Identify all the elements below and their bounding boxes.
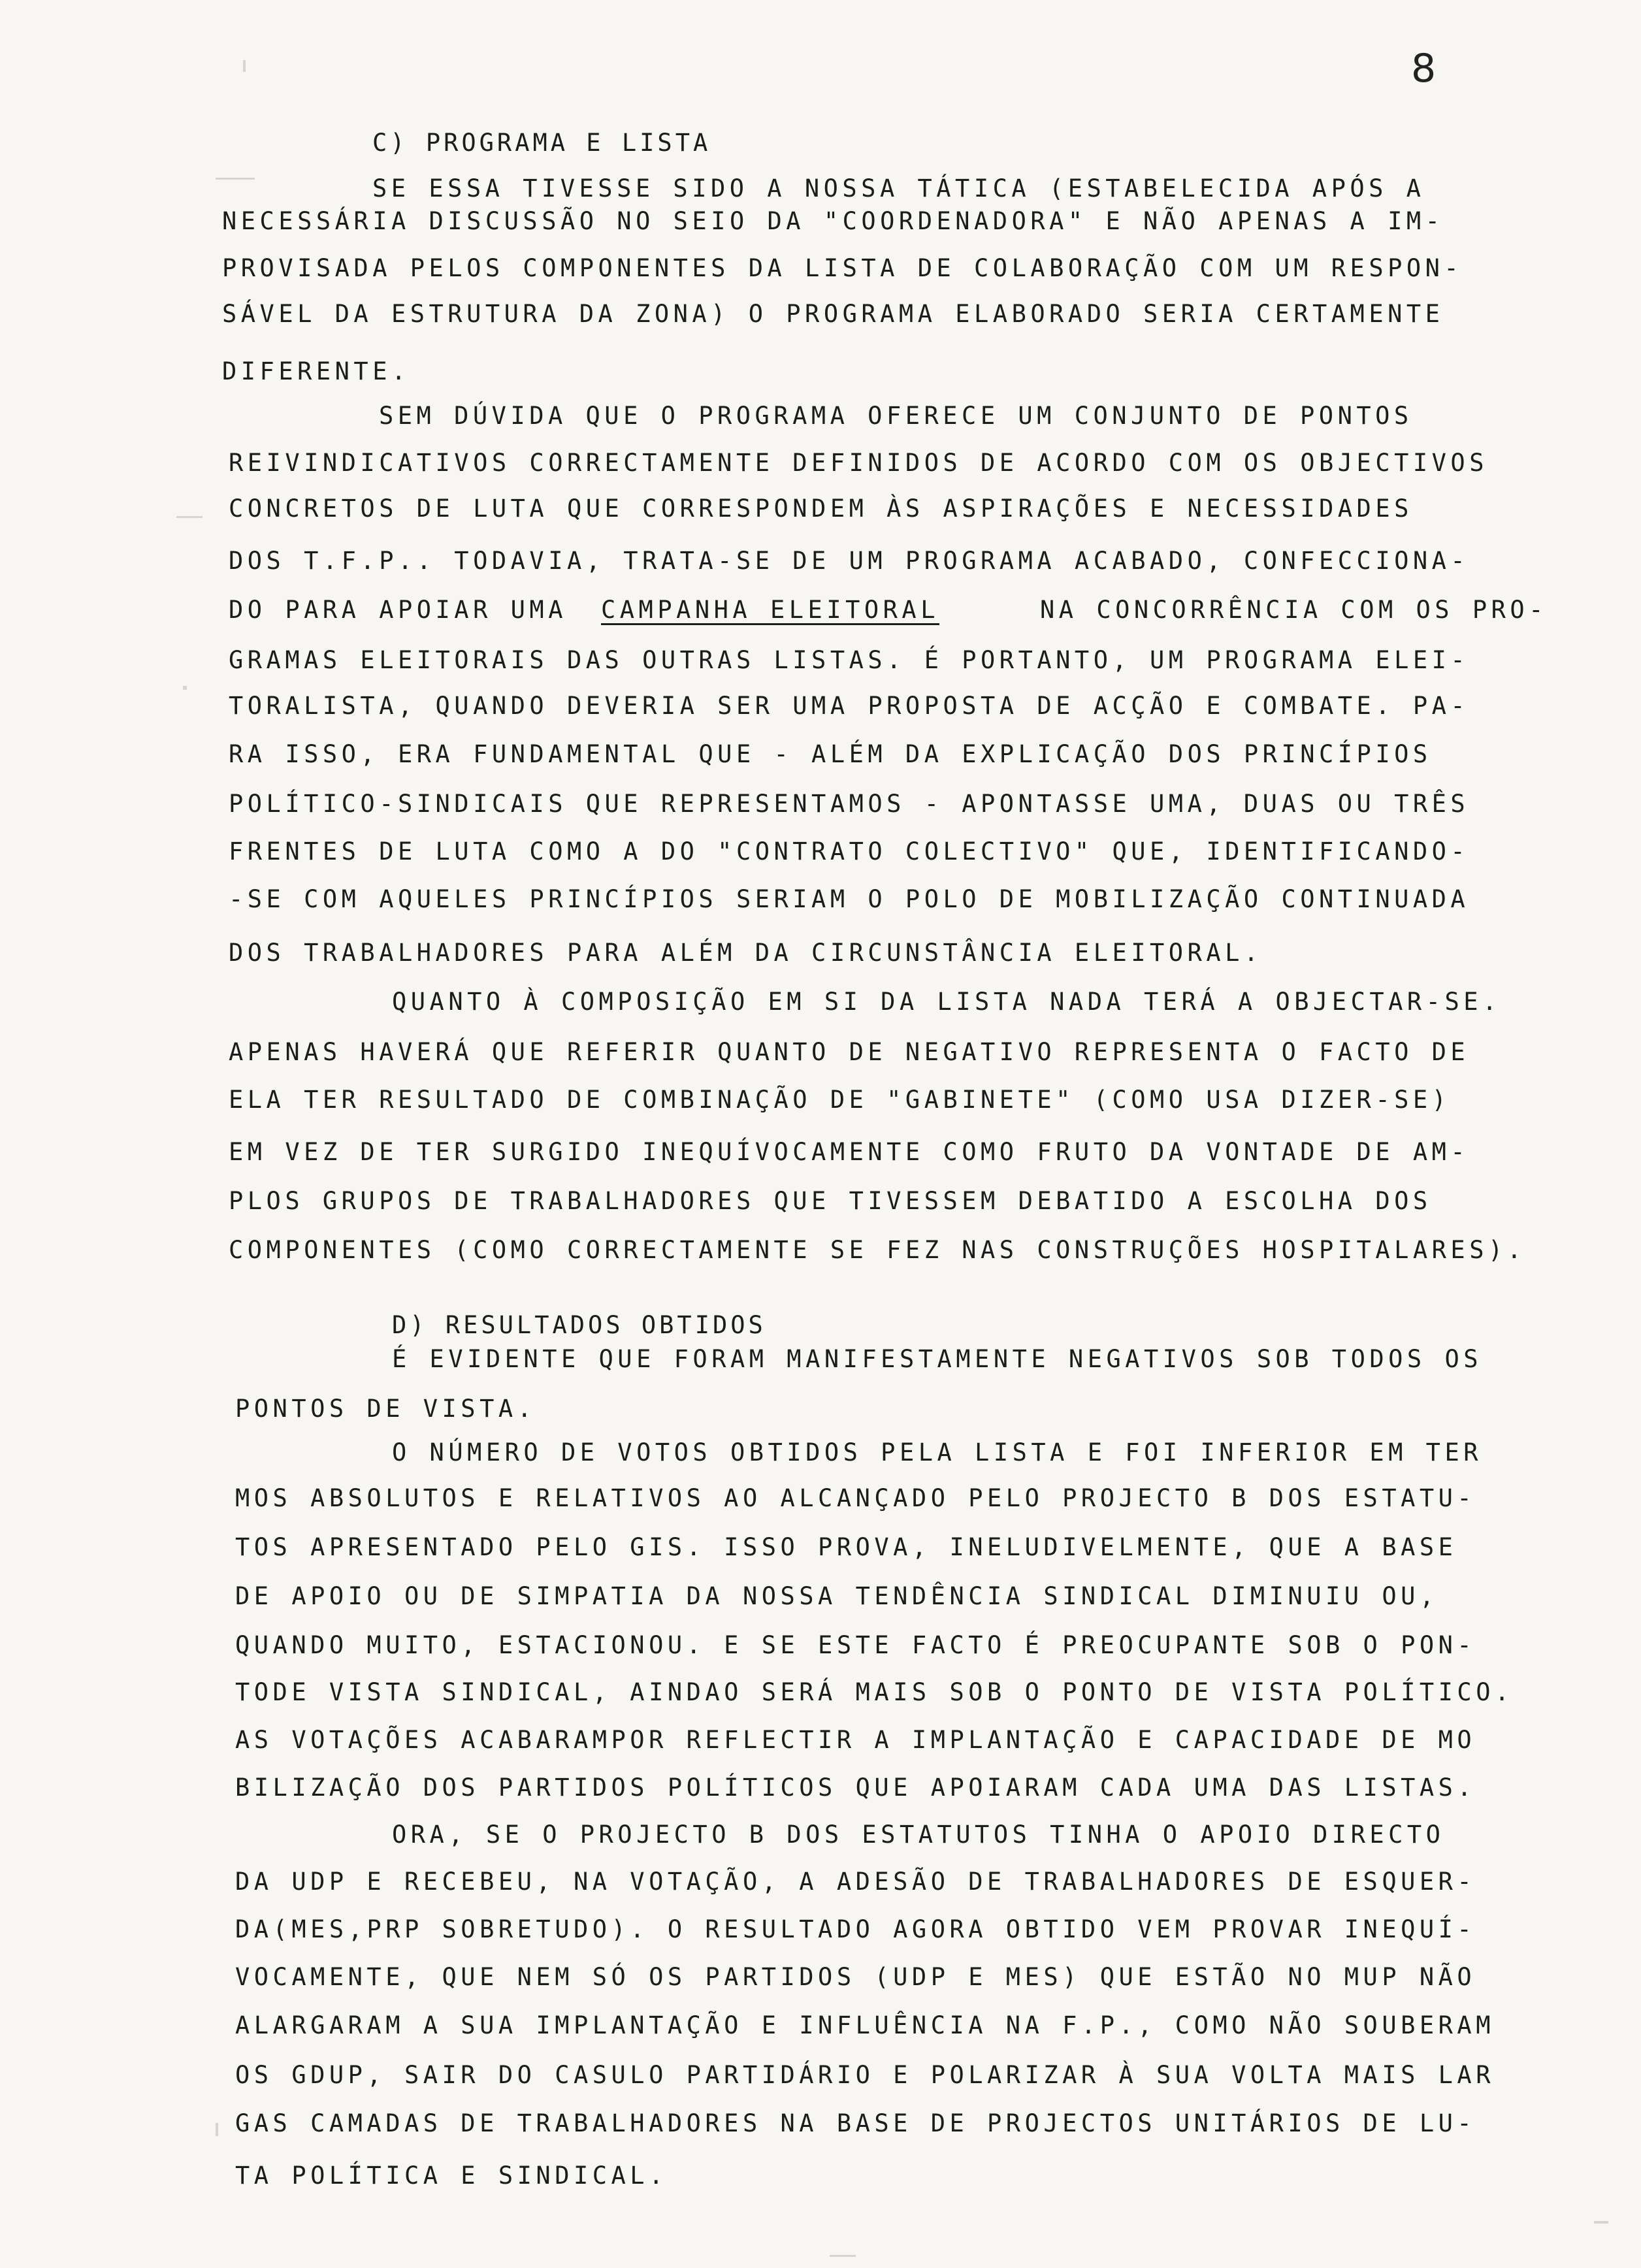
text-line: GRAMAS ELEITORAIS DAS OUTRAS LISTAS. É PORTANTO, UM PROGRAMA ELEI-: [229, 646, 1470, 674]
scan-speck: [183, 686, 187, 690]
text-line: PLOS GRUPOS DE TRABALHADORES QUE TIVESSEM DEBATIDO A ESCOLHA DOS: [229, 1187, 1432, 1215]
text-line: TOS APRESENTADO PELO GIS. ISSO PROVA, INELUDIVELMENTE, QUE A BASE: [235, 1533, 1457, 1561]
text-line: TA POLÍTICA E SINDICAL.: [235, 2162, 668, 2190]
scan-speck: [216, 2123, 218, 2136]
text-line: DOS T.F.P.. TODAVIA, TRATA-SE DE UM PROGRAMA ACABADO, CONFECCIONA-: [229, 547, 1470, 575]
text-line: DIFERENTE.: [222, 357, 410, 385]
scan-speck: [243, 60, 246, 72]
text-line: FRENTES DE LUTA COMO A DO "CONTRATO COLECTIVO" QUE, IDENTIFICANDO-: [229, 837, 1470, 866]
text-line: DO PARA APOIAR UMA: [229, 596, 567, 624]
text-line: AS VOTAÇÕES ACABARAMPOR REFLECTIR A IMPLANTAÇÃO E CAPACIDADE DE MO: [235, 1726, 1476, 1754]
text-line: ORA, SE O PROJECTO B DOS ESTATUTOS TINHA O APOIO DIRECTO: [392, 1821, 1445, 1849]
text-line: OS GDUP, SAIR DO CASULO PARTIDÁRIO E POLARIZAR À SUA VOLTA MAIS LAR: [235, 2061, 1495, 2089]
text-line: SEM DÚVIDA QUE O PROGRAMA OFERECE UM CONJUNTO DE PONTOS: [379, 402, 1413, 430]
text-line: NECESSÁRIA DISCUSSÃO NO SEIO DA "COORDENADORA" E NÃO APENAS A IM-: [222, 207, 1444, 235]
text-line: PONTOS DE VISTA.: [235, 1395, 536, 1423]
text-line: VOCAMENTE, QUE NEM SÓ OS PARTIDOS (UDP E MES) QUE ESTÃO NO MUP NÃO: [235, 1963, 1476, 1991]
text-line: É EVIDENTE QUE FORAM MANIFESTAMENTE NEGATIVOS SOB TODOS OS: [392, 1345, 1483, 1373]
text-line: SE ESSA TIVESSE SIDO A NOSSA TÁTICA (ESTABELECIDA APÓS A: [372, 174, 1425, 202]
text-line: DOS TRABALHADORES PARA ALÉM DA CIRCUNSTÂNCIA ELEITORAL.: [229, 939, 1263, 967]
page-number: 8: [1411, 46, 1437, 91]
text-line: CONCRETOS DE LUTA QUE CORRESPONDEM ÀS ASPIRAÇÕES E NECESSIDADES: [229, 494, 1413, 523]
text-line: ELA TER RESULTADO DE COMBINAÇÃO DE "GABINETE" (COMO USA DIZER-SE): [229, 1086, 1451, 1114]
scan-speck: [1594, 2221, 1608, 2224]
text-line: NA CONCORRÊNCIA COM OS PRO-: [1040, 596, 1548, 624]
text-line: DE APOIO OU DE SIMPATIA DA NOSSA TENDÊNCIA SINDICAL DIMINUIU OU,: [235, 1582, 1438, 1610]
text-line: BILIZAÇÃO DOS PARTIDOS POLÍTICOS QUE APOIARAM CADA UMA DAS LISTAS.: [235, 1774, 1476, 1802]
text-line: SÁVEL DA ESTRUTURA DA ZONA) O PROGRAMA ELABORADO SERIA CERTAMENTE: [222, 300, 1444, 328]
text-line: ALARGARAM A SUA IMPLANTAÇÃO E INFLUÊNCIA NA F.P., COMO NÃO SOUBERAM: [235, 2011, 1495, 2039]
text-line: POLÍTICO-SINDICAIS QUE REPRESENTAMOS - APONTASSE UMA, DUAS OU TRÊS: [229, 790, 1470, 818]
text-line: DA UDP E RECEBEU, NA VOTAÇÃO, A ADESÃO DE TRABALHADORES DE ESQUER-: [235, 1868, 1476, 1896]
text-line: EM VEZ DE TER SURGIDO INEQUÍVOCAMENTE COMO FRUTO DA VONTADE DE AM-: [229, 1138, 1470, 1166]
text-line: RA ISSO, ERA FUNDAMENTAL QUE - ALÉM DA EXPLICAÇÃO DOS PRINCÍPIOS: [229, 740, 1432, 768]
scan-speck: [216, 178, 255, 180]
text-line: APENAS HAVERÁ QUE REFERIR QUANTO DE NEGATIVO REPRESENTA O FACTO DE: [229, 1038, 1470, 1066]
text-line: TODE VISTA SINDICAL, AINDAO SERÁ MAIS SOB O PONTO DE VISTA POLÍTICO.: [235, 1678, 1514, 1706]
text-line: TORALISTA, QUANDO DEVERIA SER UMA PROPOSTA DE ACÇÃO E COMBATE. PA-: [229, 692, 1470, 720]
text-line: COMPONENTES (COMO CORRECTAMENTE SE FEZ NAS CONSTRUÇÕES HOSPITALARES).: [229, 1236, 1526, 1264]
text-line: GAS CAMADAS DE TRABALHADORES NA BASE DE PROJECTOS UNITÁRIOS DE LU-: [235, 2109, 1476, 2137]
text-line: -SE COM AQUELES PRINCÍPIOS SERIAM O POLO DE MOBILIZAÇÃO CONTINUADA: [229, 885, 1470, 913]
text-line: MOS ABSOLUTOS E RELATIVOS AO ALCANÇADO PELO PROJECTO B DOS ESTATU-: [235, 1484, 1476, 1512]
scan-speck: [830, 2255, 856, 2257]
section-d-heading: D) RESULTADOS OBTIDOS: [392, 1311, 766, 1339]
text-line: PROVISADA PELOS COMPONENTES DA LISTA DE COLABORAÇÃO COM UM RESPON-: [222, 254, 1463, 282]
text-line: DA(MES,PRP SOBRETUDO). O RESULTADO AGORA OBTIDO VEM PROVAR INEQUÍ-: [235, 1915, 1476, 1943]
text-line: QUANDO MUITO, ESTACIONOU. E SE ESTE FACTO É PREOCUPANTE SOB O PON-: [235, 1631, 1476, 1659]
section-c-heading: C) PROGRAMA E LISTA: [372, 129, 711, 157]
scan-speck: [176, 516, 203, 518]
text-line: O NÚMERO DE VOTOS OBTIDOS PELA LISTA E FOI INFERIOR EM TER: [392, 1438, 1483, 1466]
text-line: REIVINDICATIVOS CORRECTAMENTE DEFINIDOS DE ACORDO COM OS OBJECTIVOS: [229, 449, 1488, 477]
underlined-phrase: CAMPANHA ELEITORAL: [601, 596, 939, 624]
text-line: QUANTO À COMPOSIÇÃO EM SI DA LISTA NADA TERÁ A OBJECTAR-SE.: [392, 988, 1501, 1016]
